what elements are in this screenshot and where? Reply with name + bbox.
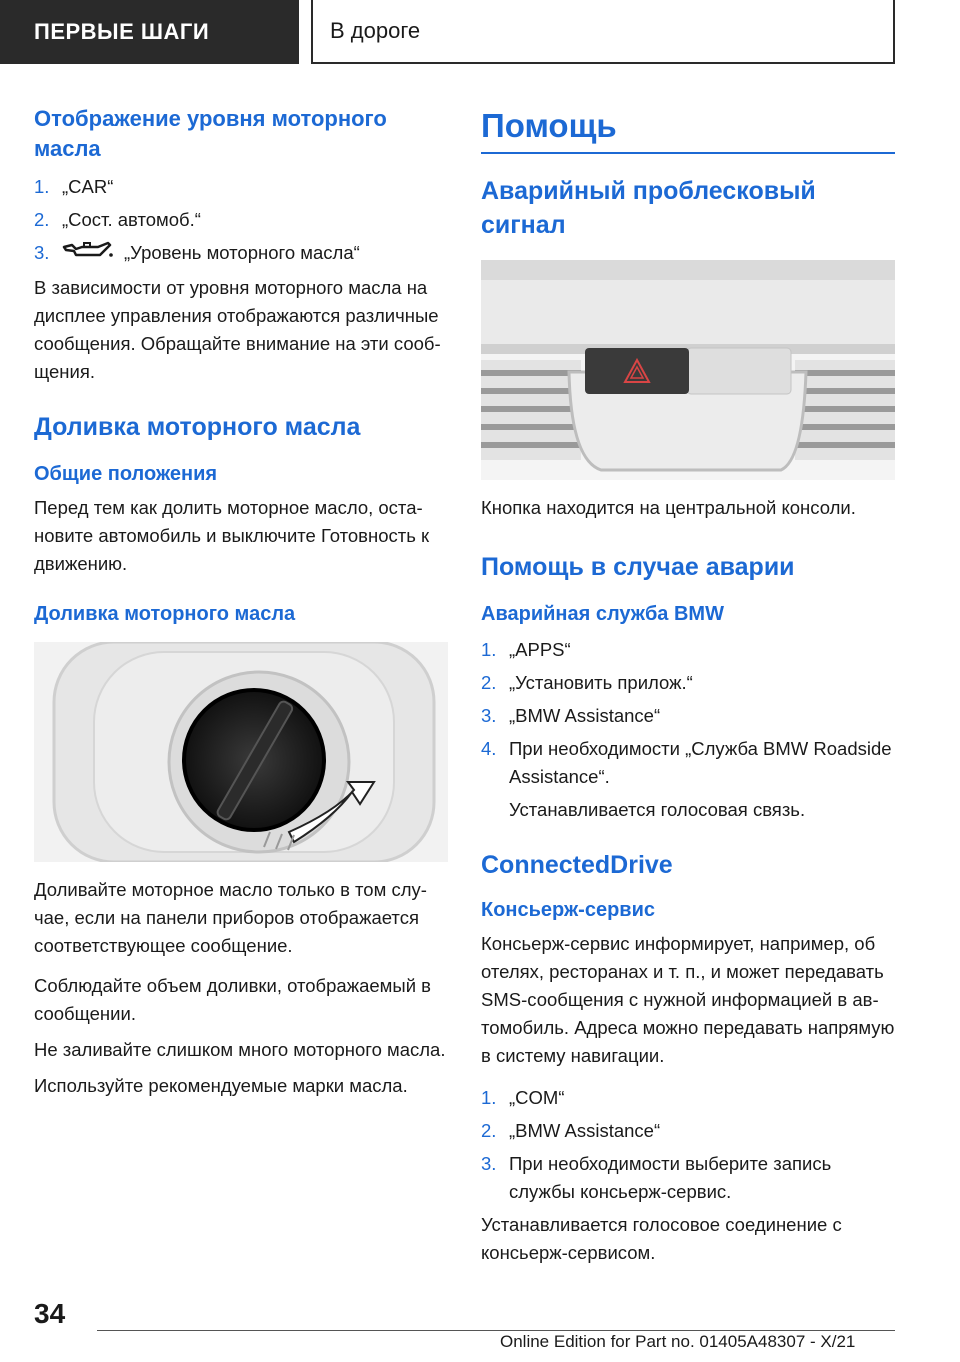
refill-title: Доливка моторного масла — [34, 413, 361, 442]
left-column — [34, 104, 448, 1100]
list-item: 2. „Установить прилож.“ — [481, 672, 693, 693]
refill-text-3: Не заливайте слишком много моторного масла. — [34, 1039, 446, 1061]
refill-text-1: Доливайте моторное масло только в том случае, если на панели приборов отображается соответствующее сообщение. — [34, 879, 427, 957]
hazard-button-image — [481, 260, 895, 480]
list-item: 3. „Уровень моторного масла“ — [34, 239, 448, 269]
list-item: 2. „Сост. автомоб.“ — [34, 209, 201, 230]
oil-level-steps — [34, 173, 448, 269]
page-number: 34 — [34, 1298, 66, 1329]
general-text: Перед тем как долить моторное масло, остановите автомобиль и выключите Готовность к движению. — [34, 497, 430, 575]
chapter-tab: В дороге — [311, 0, 895, 64]
list-item: 1. „COM“ — [481, 1087, 565, 1108]
footer-edition: Online Edition for Part no. 01405A48307 - X/21 — [500, 1332, 856, 1351]
list-item: 1. „CAR“ — [34, 176, 114, 197]
list-item: 3. При необходимости выберите запись службы консьерж-сервис. — [481, 1153, 832, 1202]
list-item: 3. „BMW Assistance“ — [481, 705, 661, 726]
footer-divider — [97, 1330, 895, 1331]
help-title: Помощь — [481, 107, 617, 144]
general-title: Общие положения — [34, 463, 218, 486]
right-column — [481, 104, 895, 1267]
refill-text-4: Используйте рекомендуемые марки масла. — [34, 1075, 408, 1097]
section-tab: ПЕРВЫЕ ШАГИ — [0, 0, 299, 64]
right-vent — [795, 360, 895, 460]
connected-title: ConnectedDrive — [481, 851, 673, 879]
concierge-title: Консьерж-сервис — [481, 899, 656, 921]
bmw-service-note: Устанавливается голосовая связь. — [509, 799, 806, 820]
refill-text-2: Соблюдайте объем доливки, отображаемый в сообщении. — [34, 975, 431, 1025]
concierge-steps — [481, 1084, 895, 1206]
oil-level-title: Отображение уровня моторного масла — [34, 106, 387, 161]
list-item: 1. „APPS“ — [481, 639, 571, 660]
list-item: 2. „BMW Assistance“ — [481, 1120, 661, 1141]
bmw-service-steps — [481, 636, 895, 791]
oil-can-icon — [62, 239, 114, 269]
title-rule — [481, 152, 895, 154]
oil-cap-image — [34, 642, 448, 862]
hazard-title: Аварийный проблесковый сигнал — [481, 177, 816, 239]
hazard-caption: Кнопка находится на центральной консоли. — [481, 497, 856, 518]
bmw-service-title: Аварийная служба BMW — [481, 603, 724, 625]
oil-level-text: В зависимости от уровня моторного масла на дисплее управления отображаются различные сообщения. Обращайте внимание на эти сообщения. — [34, 277, 441, 383]
concierge-note: Устанавливается голосовое соединение с консьерж-сервисом. — [481, 1214, 842, 1263]
list-item: 4. При необходимости „Служба BMW Roadside Assistance“. — [481, 738, 892, 787]
left-vent — [481, 360, 581, 460]
refill-sub-title: Доливка моторного масла — [34, 603, 296, 626]
accident-title: Помощь в случае аварии — [481, 553, 795, 581]
concierge-text: Консьерж-сервис информирует, например, об отелях, ресторанах и т. п., и может передавать SMS-сообщения с нужной информацией в автомобиль. Адреса можно передавать напрямую в систему навигации. — [481, 933, 895, 1066]
